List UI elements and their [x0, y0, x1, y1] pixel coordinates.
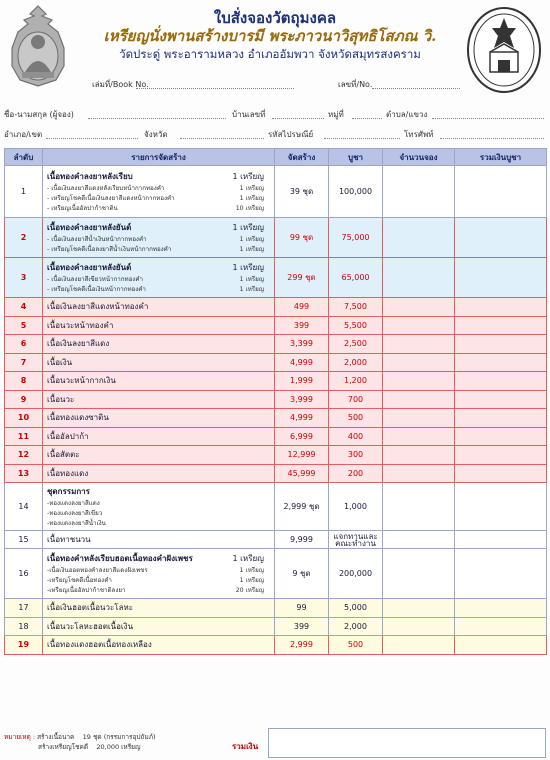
item-sub-name: -ทองแดงลงยาสีเขียว	[47, 510, 103, 517]
item-quantity: 2,999	[275, 636, 329, 655]
item-quantity: 499	[275, 298, 329, 317]
subdistrict-field[interactable]	[432, 118, 544, 119]
item-description: เนื้อเงินลงยาสีแดง	[43, 335, 275, 354]
row-number: 5	[5, 316, 43, 335]
row-number: 13	[5, 464, 43, 483]
order-count-cell[interactable]	[383, 372, 455, 391]
row-number: 17	[5, 599, 43, 618]
row-number: 1	[5, 166, 43, 218]
item-sub-qty: 1 เหรียญ	[239, 567, 264, 574]
table-row	[5, 599, 547, 618]
postcode-label: รหัสไปรษณีย์	[268, 130, 314, 139]
order-count-cell[interactable]	[383, 335, 455, 354]
item-sub-qty: 10 เหรียญ	[235, 205, 264, 212]
item-price: 700	[329, 390, 383, 409]
table-row	[5, 166, 547, 218]
note2-b: 20,000 เหรียญ	[96, 743, 141, 751]
total-cell[interactable]	[455, 464, 547, 483]
note2-a: สร้างเหรียญโชคดี	[38, 743, 89, 751]
col-header-item: รายการจัดสร้าง	[43, 149, 275, 166]
item-sub-name: -ทองแดงลงยาสีน้ำเงิน	[47, 520, 106, 527]
total-cell[interactable]	[455, 335, 547, 354]
item-sub-name: -เหรียญโชคดีเนื้อทองคำ	[47, 577, 112, 584]
col-header-total: รวมเงินบูชา	[455, 149, 547, 166]
form-title: ใบสั่งจองวัตถุมงคล	[213, 9, 337, 27]
item-sub-line	[47, 274, 274, 284]
item-quantity: 9,999	[275, 531, 329, 549]
table-row	[5, 636, 547, 655]
total-cell[interactable]	[455, 531, 547, 549]
item-sub-line	[47, 565, 274, 575]
item-description	[43, 166, 275, 218]
item-sub-line	[47, 508, 274, 518]
item-description: เนื้อนวะ	[43, 390, 275, 409]
subdistrict-label: ตำบล/แขวง	[386, 110, 428, 119]
item-sub-name: - เหรียญโชคดีเนื้อลงยาสีน้ำเงินหน้ากากทองคำ	[47, 246, 172, 253]
order-count-cell[interactable]	[383, 390, 455, 409]
total-cell[interactable]	[455, 599, 547, 618]
item-price: 2,500	[329, 335, 383, 354]
item-description	[43, 549, 275, 599]
name-label: ชื่อ-นามสกุล (ผู้จอง)	[4, 110, 74, 119]
item-sub-qty: 1 เหรียญ	[239, 246, 264, 253]
item-price: 1,200	[329, 372, 383, 391]
item-sub-line	[47, 518, 274, 528]
district-label: อำเภอ/เขต	[4, 130, 43, 139]
item-sub-qty: 1 เหรียญ	[239, 185, 264, 192]
order-count-cell[interactable]	[383, 218, 455, 258]
item-title: เนื้อทองคำหลังเรียบฮอตเนื้อทองคำฝังเพชร	[47, 554, 193, 563]
item-price: แจกทานและคณะทำงาน	[329, 531, 383, 549]
row-number: 10	[5, 409, 43, 428]
item-quantity: 99 ชุด	[275, 218, 329, 258]
row-number: 9	[5, 390, 43, 409]
row-number: 4	[5, 298, 43, 317]
table-body	[5, 166, 547, 655]
item-sub-name: -เนื้อเงินฮอตทองคำลงยาสีแดงฝังเพชร	[47, 567, 148, 574]
item-description	[43, 218, 275, 258]
table-row	[5, 549, 547, 599]
table-row	[5, 427, 547, 446]
item-price: 5,500	[329, 316, 383, 335]
footer-note	[4, 732, 156, 752]
row-number: 3	[5, 258, 43, 298]
item-price: 300	[329, 446, 383, 465]
item-price: 2,000	[329, 353, 383, 372]
order-count-cell[interactable]	[383, 549, 455, 599]
row-number: 18	[5, 617, 43, 636]
order-count-cell[interactable]	[383, 298, 455, 317]
name-field[interactable]	[88, 118, 226, 119]
item-title-line	[47, 552, 274, 565]
total-cell[interactable]	[455, 446, 547, 465]
item-sub-name: - เนื้อเงินลงยาสีเขียวหน้ากากทองคำ	[47, 276, 143, 283]
total-cell[interactable]	[455, 372, 547, 391]
item-description	[43, 483, 275, 531]
item-description: เนื้อสัตตะ	[43, 446, 275, 465]
item-sub-line	[47, 585, 274, 595]
table-header-row	[5, 149, 547, 166]
item-price: 500	[329, 409, 383, 428]
order-count-cell[interactable]	[383, 483, 455, 531]
item-quantity: 2,999 ชุด	[275, 483, 329, 531]
table-row	[5, 409, 547, 428]
order-count-cell[interactable]	[383, 599, 455, 618]
row-number: 7	[5, 353, 43, 372]
item-description	[43, 258, 275, 298]
item-price: 200,000	[329, 549, 383, 599]
table-row	[5, 390, 547, 409]
moo-label: หมู่ที่	[328, 110, 344, 119]
moo-field[interactable]	[352, 118, 382, 119]
order-count-cell[interactable]	[383, 531, 455, 549]
item-sub-qty: 1 เหรียญ	[239, 577, 264, 584]
item-description: เนื้อทาชนวน	[43, 531, 275, 549]
item-price: 65,000	[329, 258, 383, 298]
row-number: 12	[5, 446, 43, 465]
total-label: รวมเงิน	[232, 742, 259, 751]
item-sub-line	[47, 284, 274, 294]
item-quantity: 6,999	[275, 427, 329, 446]
total-cell[interactable]	[455, 409, 547, 428]
phone-field[interactable]	[440, 138, 544, 139]
item-price: 100,000	[329, 166, 383, 218]
item-title-qty: 1 เหรียญ	[232, 223, 264, 232]
row-number: 14	[5, 483, 43, 531]
medal-name-title: เหรียญนั่งพานสร้างบารมี พระภาวนาวิสุทธิโสภณ วิ.	[103, 27, 437, 45]
item-price: 500	[329, 636, 383, 655]
total-cell[interactable]	[455, 316, 547, 335]
col-header-order-count: จำนวนจอง	[383, 149, 455, 166]
table-row	[5, 353, 547, 372]
book-number-label: เล่มที่/Book No.	[92, 80, 149, 89]
item-quantity: 399	[275, 316, 329, 335]
item-title-line	[47, 221, 274, 234]
table-row	[5, 335, 547, 354]
item-description: เนื้อเงินฮอตเนื้อนวะโลหะ	[43, 599, 275, 618]
total-cell[interactable]	[455, 390, 547, 409]
order-count-cell[interactable]	[383, 427, 455, 446]
item-description: เนื้อนวะหน้าทองคำ	[43, 316, 275, 335]
item-description: เนื้อเงิน	[43, 353, 275, 372]
col-header-price: บูชา	[329, 149, 383, 166]
item-price: 5,000	[329, 599, 383, 618]
item-quantity: 9 ชุด	[275, 549, 329, 599]
district-field[interactable]	[46, 138, 138, 139]
item-description: เนื้อนวะหน้ากากเงิน	[43, 372, 275, 391]
item-quantity: 1,999	[275, 372, 329, 391]
item-title: ชุดกรรมการ	[47, 487, 90, 496]
table-row	[5, 298, 547, 317]
number-label: เลขที่/No.	[338, 80, 373, 89]
item-quantity: 299 ชุด	[275, 258, 329, 298]
item-quantity: 399	[275, 617, 329, 636]
row-number: 16	[5, 549, 43, 599]
col-header-qty: จัดสร้าง	[275, 149, 329, 166]
row-number: 6	[5, 335, 43, 354]
item-price: 2,000	[329, 617, 383, 636]
item-sub-name: - เนื้อเงินลงยาสีน้ำเงินหน้ากากทองคำ	[47, 236, 147, 243]
item-quantity: 4,999	[275, 409, 329, 428]
table-row	[5, 617, 547, 636]
item-title: เนื้อทองคำลงยาหลังยันต์	[47, 263, 132, 272]
item-quantity: 3,999	[275, 390, 329, 409]
order-count-cell[interactable]	[383, 446, 455, 465]
table-row	[5, 446, 547, 465]
item-sub-name: - เหรียญโชคดีเนื้อเงินลงยาสีแดงหน้ากากทองคำ	[47, 195, 175, 202]
item-sub-name: - เหรียญเนื้ออัลปาก้าชาติน	[47, 205, 118, 212]
row-number: 2	[5, 218, 43, 258]
total-cell[interactable]	[455, 549, 547, 599]
item-title-line	[47, 170, 274, 183]
item-sub-line	[47, 234, 274, 244]
item-description: เนื้อทองแดงซาติน	[43, 409, 275, 428]
item-sub-line	[47, 575, 274, 585]
total-cell[interactable]	[455, 636, 547, 655]
note-label: หมายเหตุ :	[4, 733, 36, 741]
note1-a: สร้างเนื้อนาค	[37, 733, 75, 741]
item-description: เนื้อทองแดงฮอตเนื้อทองเหลือง	[43, 636, 275, 655]
item-sub-line	[47, 244, 274, 254]
house-no-label: บ้านเลขที่	[232, 110, 266, 119]
row-number: 8	[5, 372, 43, 391]
item-title-qty: 1 เหรียญ	[232, 172, 264, 181]
total-cell[interactable]	[455, 258, 547, 298]
item-description: เนื้อนวะโลหะฮอตเนื้อเงิน	[43, 617, 275, 636]
item-description: เนื้อทองแดง	[43, 464, 275, 483]
table-row	[5, 372, 547, 391]
item-price: 200	[329, 464, 383, 483]
total-cell[interactable]	[455, 298, 547, 317]
table-row	[5, 531, 547, 549]
total-amount-field[interactable]	[268, 728, 546, 758]
province-label: จังหวัด	[144, 130, 168, 139]
total-cell[interactable]	[455, 166, 547, 218]
order-count-cell[interactable]	[383, 353, 455, 372]
item-price: 7,500	[329, 298, 383, 317]
total-cell[interactable]	[455, 353, 547, 372]
item-sub-qty: 1 เหรียญ	[239, 286, 264, 293]
total-cell[interactable]	[455, 427, 547, 446]
col-header-no: ลำดับ	[5, 149, 43, 166]
order-count-cell[interactable]	[383, 316, 455, 335]
item-quantity: 3,399	[275, 335, 329, 354]
table-row	[5, 483, 547, 531]
table-row	[5, 464, 547, 483]
item-title-qty: 1 เหรียญ	[232, 263, 264, 272]
province-field[interactable]	[180, 138, 264, 139]
item-sub-name: - เนื้อเงินลงยาสีแดงหลังเรียบหน้ากากทองคำ	[47, 185, 165, 192]
row-number: 11	[5, 427, 43, 446]
order-count-cell[interactable]	[383, 617, 455, 636]
item-quantity: 12,999	[275, 446, 329, 465]
number-field[interactable]	[372, 88, 460, 89]
order-count-cell[interactable]	[383, 166, 455, 218]
item-quantity: 39 ชุด	[275, 166, 329, 218]
total-cell[interactable]	[455, 218, 547, 258]
item-sub-line	[47, 193, 274, 203]
order-count-cell[interactable]	[383, 464, 455, 483]
item-sub-line	[47, 183, 274, 193]
postcode-field[interactable]	[324, 138, 400, 139]
item-title: เนื้อทองคำลงยาหลังเรียบ	[47, 172, 133, 181]
item-title-line	[47, 261, 274, 274]
item-price: 1,000	[329, 483, 383, 531]
table-row	[5, 218, 547, 258]
item-sub-qty: 1 เหรียญ	[239, 276, 264, 283]
item-sub-qty: 1 เหรียญ	[239, 236, 264, 243]
house-no-field[interactable]	[272, 118, 324, 119]
item-sub-qty: 1 เหรียญ	[239, 195, 264, 202]
item-price: 400	[329, 427, 383, 446]
item-sub-line	[47, 498, 274, 508]
item-description: เนื้อเงินลงยาสีแดงหน้าทองคำ	[43, 298, 275, 317]
item-sub-line	[47, 203, 274, 213]
order-count-cell[interactable]	[383, 258, 455, 298]
order-table	[4, 148, 547, 655]
book-number-field[interactable]	[136, 88, 294, 89]
row-number: 15	[5, 531, 43, 549]
item-sub-name: - เหรียญโชคดีเนื้อเงินหน้ากากทองคำ	[47, 286, 146, 293]
item-sub-qty: 20 เหรียญ	[235, 587, 264, 594]
item-title-qty: 1 เหรียญ	[232, 554, 264, 563]
note1-b: 19 ชุด (กรรมการอุปถัมภ์)	[82, 733, 156, 741]
order-count-cell[interactable]	[383, 636, 455, 655]
temple-emblem-icon	[464, 4, 544, 96]
row-number: 19	[5, 636, 43, 655]
header	[0, 0, 550, 100]
item-quantity: 99	[275, 599, 329, 618]
total-cell[interactable]	[455, 617, 547, 636]
total-cell[interactable]	[455, 483, 547, 531]
order-count-cell[interactable]	[383, 409, 455, 428]
item-title: เนื้อทองคำลงยาหลังยันต์	[47, 223, 132, 232]
item-quantity: 4,999	[275, 353, 329, 372]
table-row	[5, 258, 547, 298]
item-title-line	[47, 485, 274, 498]
item-description: เนื้ออัลปาก้า	[43, 427, 275, 446]
item-sub-name: -ทองแดงลงยาสีแดง	[47, 500, 100, 507]
item-quantity: 45,999	[275, 464, 329, 483]
temple-name: วัดประดู่ พระอารามหลวง อำเภออัมพวา จังหวัดสมุทรสงคราม	[119, 47, 421, 61]
item-sub-name: -เหรียญเนื้ออัลปาก้าชาติลงยา	[47, 587, 126, 594]
table-row	[5, 316, 547, 335]
item-price: 75,000	[329, 218, 383, 258]
phone-label: โทรศัพท์	[404, 130, 434, 139]
